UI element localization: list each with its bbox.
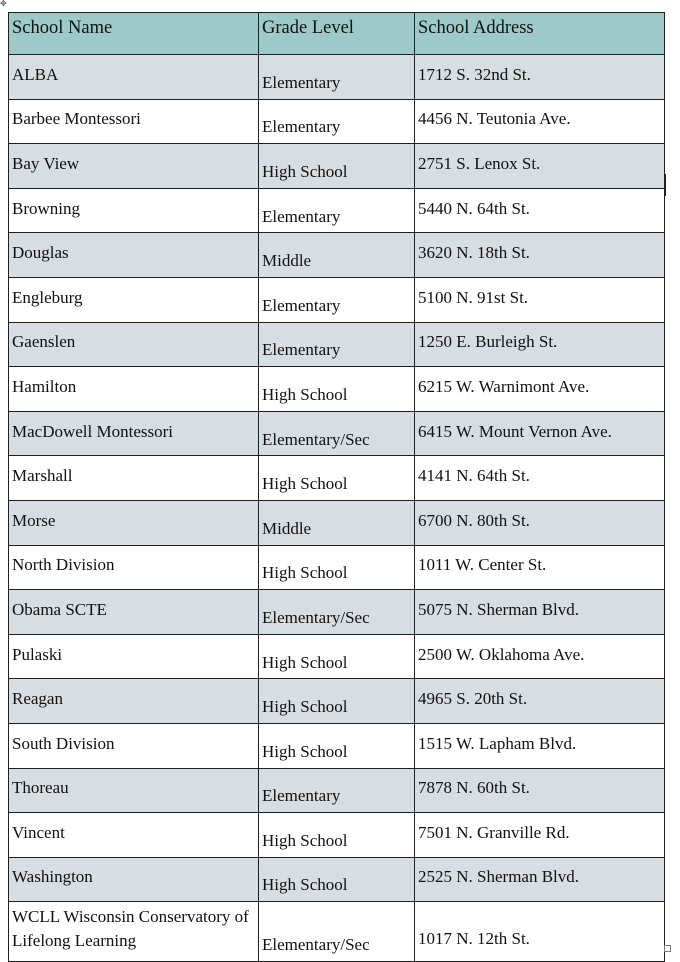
cell-grade-level[interactable]: High School (259, 144, 415, 189)
cell-school-name[interactable]: Gaenslen (9, 322, 259, 367)
cell-school-name[interactable]: Hamilton (9, 367, 259, 412)
header-school-name[interactable]: School Name (9, 13, 259, 55)
cell-school-address[interactable]: 7501 N. Granville Rd. (415, 813, 665, 858)
cell-school-name[interactable]: Pulaski (9, 634, 259, 679)
cell-school-address[interactable]: 1712 S. 32nd St. (415, 55, 665, 100)
cell-school-address[interactable]: 6215 W. Warnimont Ave. (415, 367, 665, 412)
header-grade-level[interactable]: Grade Level (259, 13, 415, 55)
cell-grade-level[interactable]: Elementary (259, 188, 415, 233)
cell-school-address[interactable]: 1515 W. Lapham Blvd. (415, 723, 665, 768)
cell-grade-level[interactable]: High School (259, 679, 415, 724)
cell-grade-level[interactable]: Elementary (259, 55, 415, 100)
cell-school-name[interactable]: Thoreau (9, 768, 259, 813)
table-row (9, 768, 665, 813)
table-row (9, 233, 665, 278)
cell-school-name[interactable]: Washington (9, 857, 259, 902)
cell-grade-level[interactable]: Elementary (259, 277, 415, 322)
table-row (9, 144, 665, 189)
cell-grade-level[interactable]: High School (259, 634, 415, 679)
cell-grade-level[interactable]: Elementary/Sec (259, 411, 415, 456)
text-cursor (664, 174, 666, 196)
cell-school-address[interactable]: 5100 N. 91st St. (415, 277, 665, 322)
cell-grade-level[interactable]: High School (259, 456, 415, 501)
cell-school-address[interactable]: 1250 E. Burleigh St. (415, 322, 665, 367)
cell-school-address[interactable]: 3620 N. 18th St. (415, 233, 665, 278)
table-row (9, 456, 665, 501)
cell-school-name[interactable]: Marshall (9, 456, 259, 501)
cell-grade-level[interactable]: Elementary/Sec (259, 590, 415, 635)
table-row (9, 188, 665, 233)
cell-school-name[interactable]: South Division (9, 723, 259, 768)
table-row (9, 411, 665, 456)
table-row (9, 902, 665, 962)
cell-school-name[interactable]: Douglas (9, 233, 259, 278)
cell-grade-level[interactable]: High School (259, 545, 415, 590)
table-row (9, 634, 665, 679)
table-row (9, 590, 665, 635)
cell-school-name[interactable]: Browning (9, 188, 259, 233)
cell-school-address[interactable]: 5440 N. 64th St. (415, 188, 665, 233)
cell-school-address[interactable]: 5075 N. Sherman Blvd. (415, 590, 665, 635)
cell-grade-level[interactable]: Middle (259, 500, 415, 545)
table-row (9, 500, 665, 545)
cell-grade-level[interactable]: Elementary (259, 322, 415, 367)
header-school-address[interactable]: School Address (415, 13, 665, 55)
cell-school-name[interactable]: WCLL Wisconsin Conservatory of Lifelong Learning (9, 902, 259, 962)
cell-grade-level[interactable]: Elementary (259, 99, 415, 144)
cell-grade-level[interactable]: Elementary (259, 768, 415, 813)
cell-school-address[interactable]: 1011 W. Center St. (415, 545, 665, 590)
cell-grade-level[interactable]: Middle (259, 233, 415, 278)
table-row (9, 55, 665, 100)
table-row (9, 277, 665, 322)
table-row (9, 367, 665, 412)
cell-grade-level[interactable]: High School (259, 813, 415, 858)
cell-school-name[interactable]: Reagan (9, 679, 259, 724)
cell-school-name[interactable]: Barbee Montessori (9, 99, 259, 144)
cell-school-name[interactable]: Morse (9, 500, 259, 545)
cell-grade-level[interactable]: High School (259, 723, 415, 768)
cell-school-name[interactable]: MacDowell Montessori (9, 411, 259, 456)
table-row (9, 322, 665, 367)
schools-table (8, 12, 665, 962)
cell-school-name[interactable]: Engleburg (9, 277, 259, 322)
cell-school-address[interactable]: 6700 N. 80th St. (415, 500, 665, 545)
cell-school-name[interactable]: Obama SCTE (9, 590, 259, 635)
cell-grade-level[interactable]: High School (259, 857, 415, 902)
cell-school-name[interactable]: Bay View (9, 144, 259, 189)
table-row (9, 857, 665, 902)
cell-school-address[interactable]: 1017 N. 12th St. (415, 902, 665, 962)
cell-school-address[interactable]: 4456 N. Teutonia Ave. (415, 99, 665, 144)
cell-school-address[interactable]: 6415 W. Mount Vernon Ave. (415, 411, 665, 456)
table-header-row (9, 13, 665, 55)
table-row (9, 679, 665, 724)
table-row (9, 99, 665, 144)
cell-school-address[interactable]: 2751 S. Lenox St. (415, 144, 665, 189)
cell-grade-level[interactable]: High School (259, 367, 415, 412)
cell-school-address[interactable]: 2525 N. Sherman Blvd. (415, 857, 665, 902)
cell-school-address[interactable]: 4965 S. 20th St. (415, 679, 665, 724)
cell-school-address[interactable]: 7878 N. 60th St. (415, 768, 665, 813)
cell-school-address[interactable]: 4141 N. 64th St. (415, 456, 665, 501)
table-move-handle-icon[interactable]: ✥ (0, 0, 7, 8)
table-row (9, 545, 665, 590)
table-resize-handle-icon[interactable] (664, 945, 671, 952)
cell-school-address[interactable]: 2500 W. Oklahoma Ave. (415, 634, 665, 679)
table-row (9, 813, 665, 858)
cell-grade-level[interactable]: Elementary/Sec (259, 902, 415, 962)
table-row (9, 723, 665, 768)
cell-school-name[interactable]: Vincent (9, 813, 259, 858)
cell-school-name[interactable]: ALBA (9, 55, 259, 100)
cell-school-name[interactable]: North Division (9, 545, 259, 590)
